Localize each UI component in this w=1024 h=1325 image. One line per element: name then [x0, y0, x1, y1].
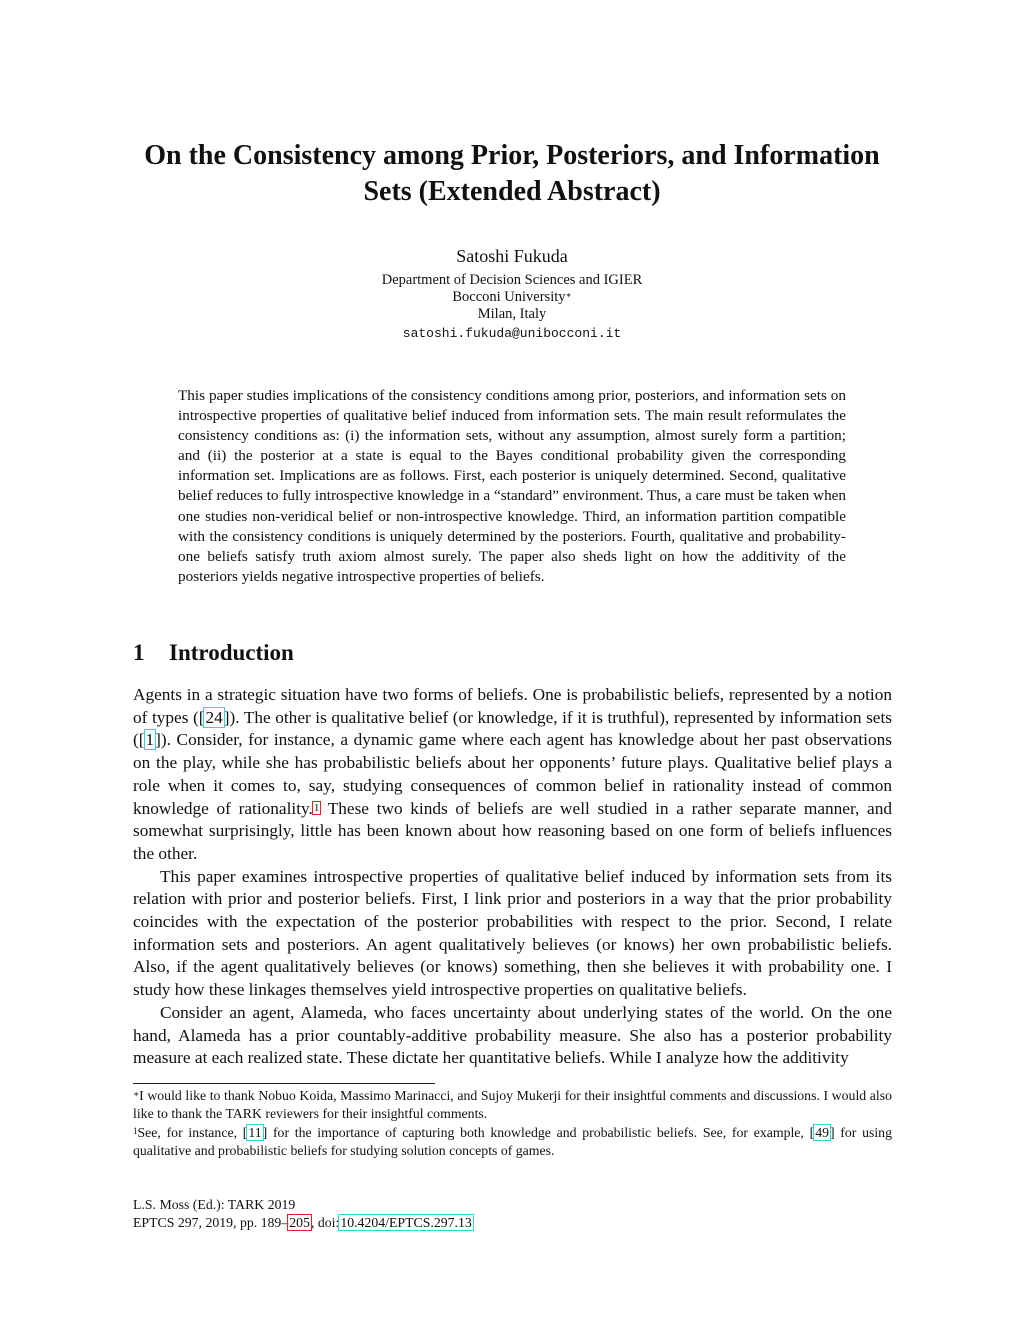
footnote-star-mark: ∗	[133, 1089, 140, 1099]
section-title: Introduction	[169, 640, 294, 665]
imprint-editor: L.S. Moss (Ed.): TARK 2019	[133, 1197, 296, 1212]
department: Department of Decision Sciences and IGIER	[381, 272, 643, 288]
footnote-1-mark: 1	[133, 1126, 138, 1137]
paper-title	[100, 138, 924, 210]
title-line-2: Sets (Extended Abstract)	[363, 176, 661, 207]
citation-link-11[interactable]: 11	[248, 1125, 262, 1141]
footnote-star: ∗I would like to thank Nobuo Koida, Massimo Marinacci, and Sujoy Mukerji for their insightful comments and discussions. I would also like to thank the TARK reviewers for their insightful comments.	[133, 1088, 892, 1121]
imprint-eptcs: EPTCS 297, 2019, pp. 189–205, doi:10.4204/EPTCS.297.13	[133, 1215, 472, 1230]
publication-imprint	[133, 1196, 473, 1232]
footnote-mark-star[interactable]: ∗	[565, 290, 572, 300]
paragraph-3: Consider an agent, Alameda, who faces uncertainty about underlying states of the world. On the one hand, Alameda has a prior countably-additive probability measure. She also has a posterior probability measure at each realized state. These dictate her quantitative beliefs. While I analyze how the additivity	[133, 1002, 892, 1068]
paragraph-2: This paper examines introspective properties of qualitative belief induced by information sets from its relation with prior and posterior beliefs. First, I link prior and posteriors in a way that the prior probability coincides with the expectation of the posterior probabilities with respect to the prior. Second, I relate information sets and posteriors. An agent qualitatively believes (or knows) her own probabilistic beliefs. Also, if the agent qualitatively believes (or knows) something, then she believes it with probability one. I study how these linkages themselves yield introspective properties on qualitative beliefs.	[133, 866, 892, 1000]
author-email[interactable]: satoshi.fukuda@unibocconi.it	[402, 326, 622, 341]
location: Milan, Italy	[477, 306, 547, 322]
author-name: Satoshi Fukuda	[456, 246, 568, 266]
section-heading	[133, 638, 294, 668]
citation-link-49[interactable]: 49	[815, 1125, 829, 1141]
citation-link-1[interactable]: 1	[145, 730, 155, 750]
footnote-link-1[interactable]: 1	[313, 801, 320, 814]
section-number: 1	[133, 640, 145, 665]
abstract: This paper studies implications of the consistency conditions among prior, posteriors, and information sets on introspective properties of qualitative belief induced from information sets. The main result reformulates the consistency conditions as: (i) the information sets, without any assumption, almost surely form a partition; and (ii) the posterior at a state is equal to the Bayes conditional probability given the corresponding information set. Implications are as follows. First, each posterior is uniquely determined. Second, qualitative belief reduces to fully introspective knowledge in a “standard” environment. Thus, a care must be taken when one studies non-veridical belief or non-introspective knowledge. Third, an information partition compatible with the consistency conditions is uniquely determined by the posteriors. Fourth, qualitative and probability-one beliefs satisfy truth axiom almost surely. The paper also sheds light on how the additivity of the posteriors yields negative introspective properties of beliefs.	[178, 387, 846, 585]
last-page-link[interactable]: 205	[289, 1215, 310, 1230]
author-affiliation	[0, 272, 1024, 323]
citation-link-24[interactable]: 24	[205, 707, 223, 727]
doi-link[interactable]: 10.4204/EPTCS.297.13	[340, 1215, 472, 1230]
paragraph-1: Agents in a strategic situation have two forms of beliefs. One is probabilistic beliefs, represented by a notion of types ([24]). The other is qualitative belief (or knowledge, if it is truthful), represented by information sets ([1]). Consider, for instance, a dynamic game where each agent has knowledge about her past observations on the play, while she has probabilistic beliefs about her opponents’ future plays. Qualitative belief plays a role when it comes to, say, studying consequences of common belief in rationality instead of common knowledge of rationality.$^1$ These two kinds of beliefs are well studied in a rather separate manner, and somewhat surprisingly, little has been known about how reasoning based on one form of beliefs influences the other.	[133, 685, 892, 863]
introduction-body	[133, 684, 892, 1070]
footnote-1: $^1$See, for instance, [11] for the importance of capturing both knowledge and probabilistic beliefs. See, for example, [49] for using qualitative and probabilistic beliefs for studying solution concepts of games.	[133, 1125, 892, 1158]
footnotes	[133, 1087, 892, 1161]
title-line-1: On the Consistency among Prior, Posteriors, and Information	[144, 140, 880, 171]
university: Bocconi University∗	[452, 289, 572, 305]
footnote-divider	[133, 1083, 435, 1084]
